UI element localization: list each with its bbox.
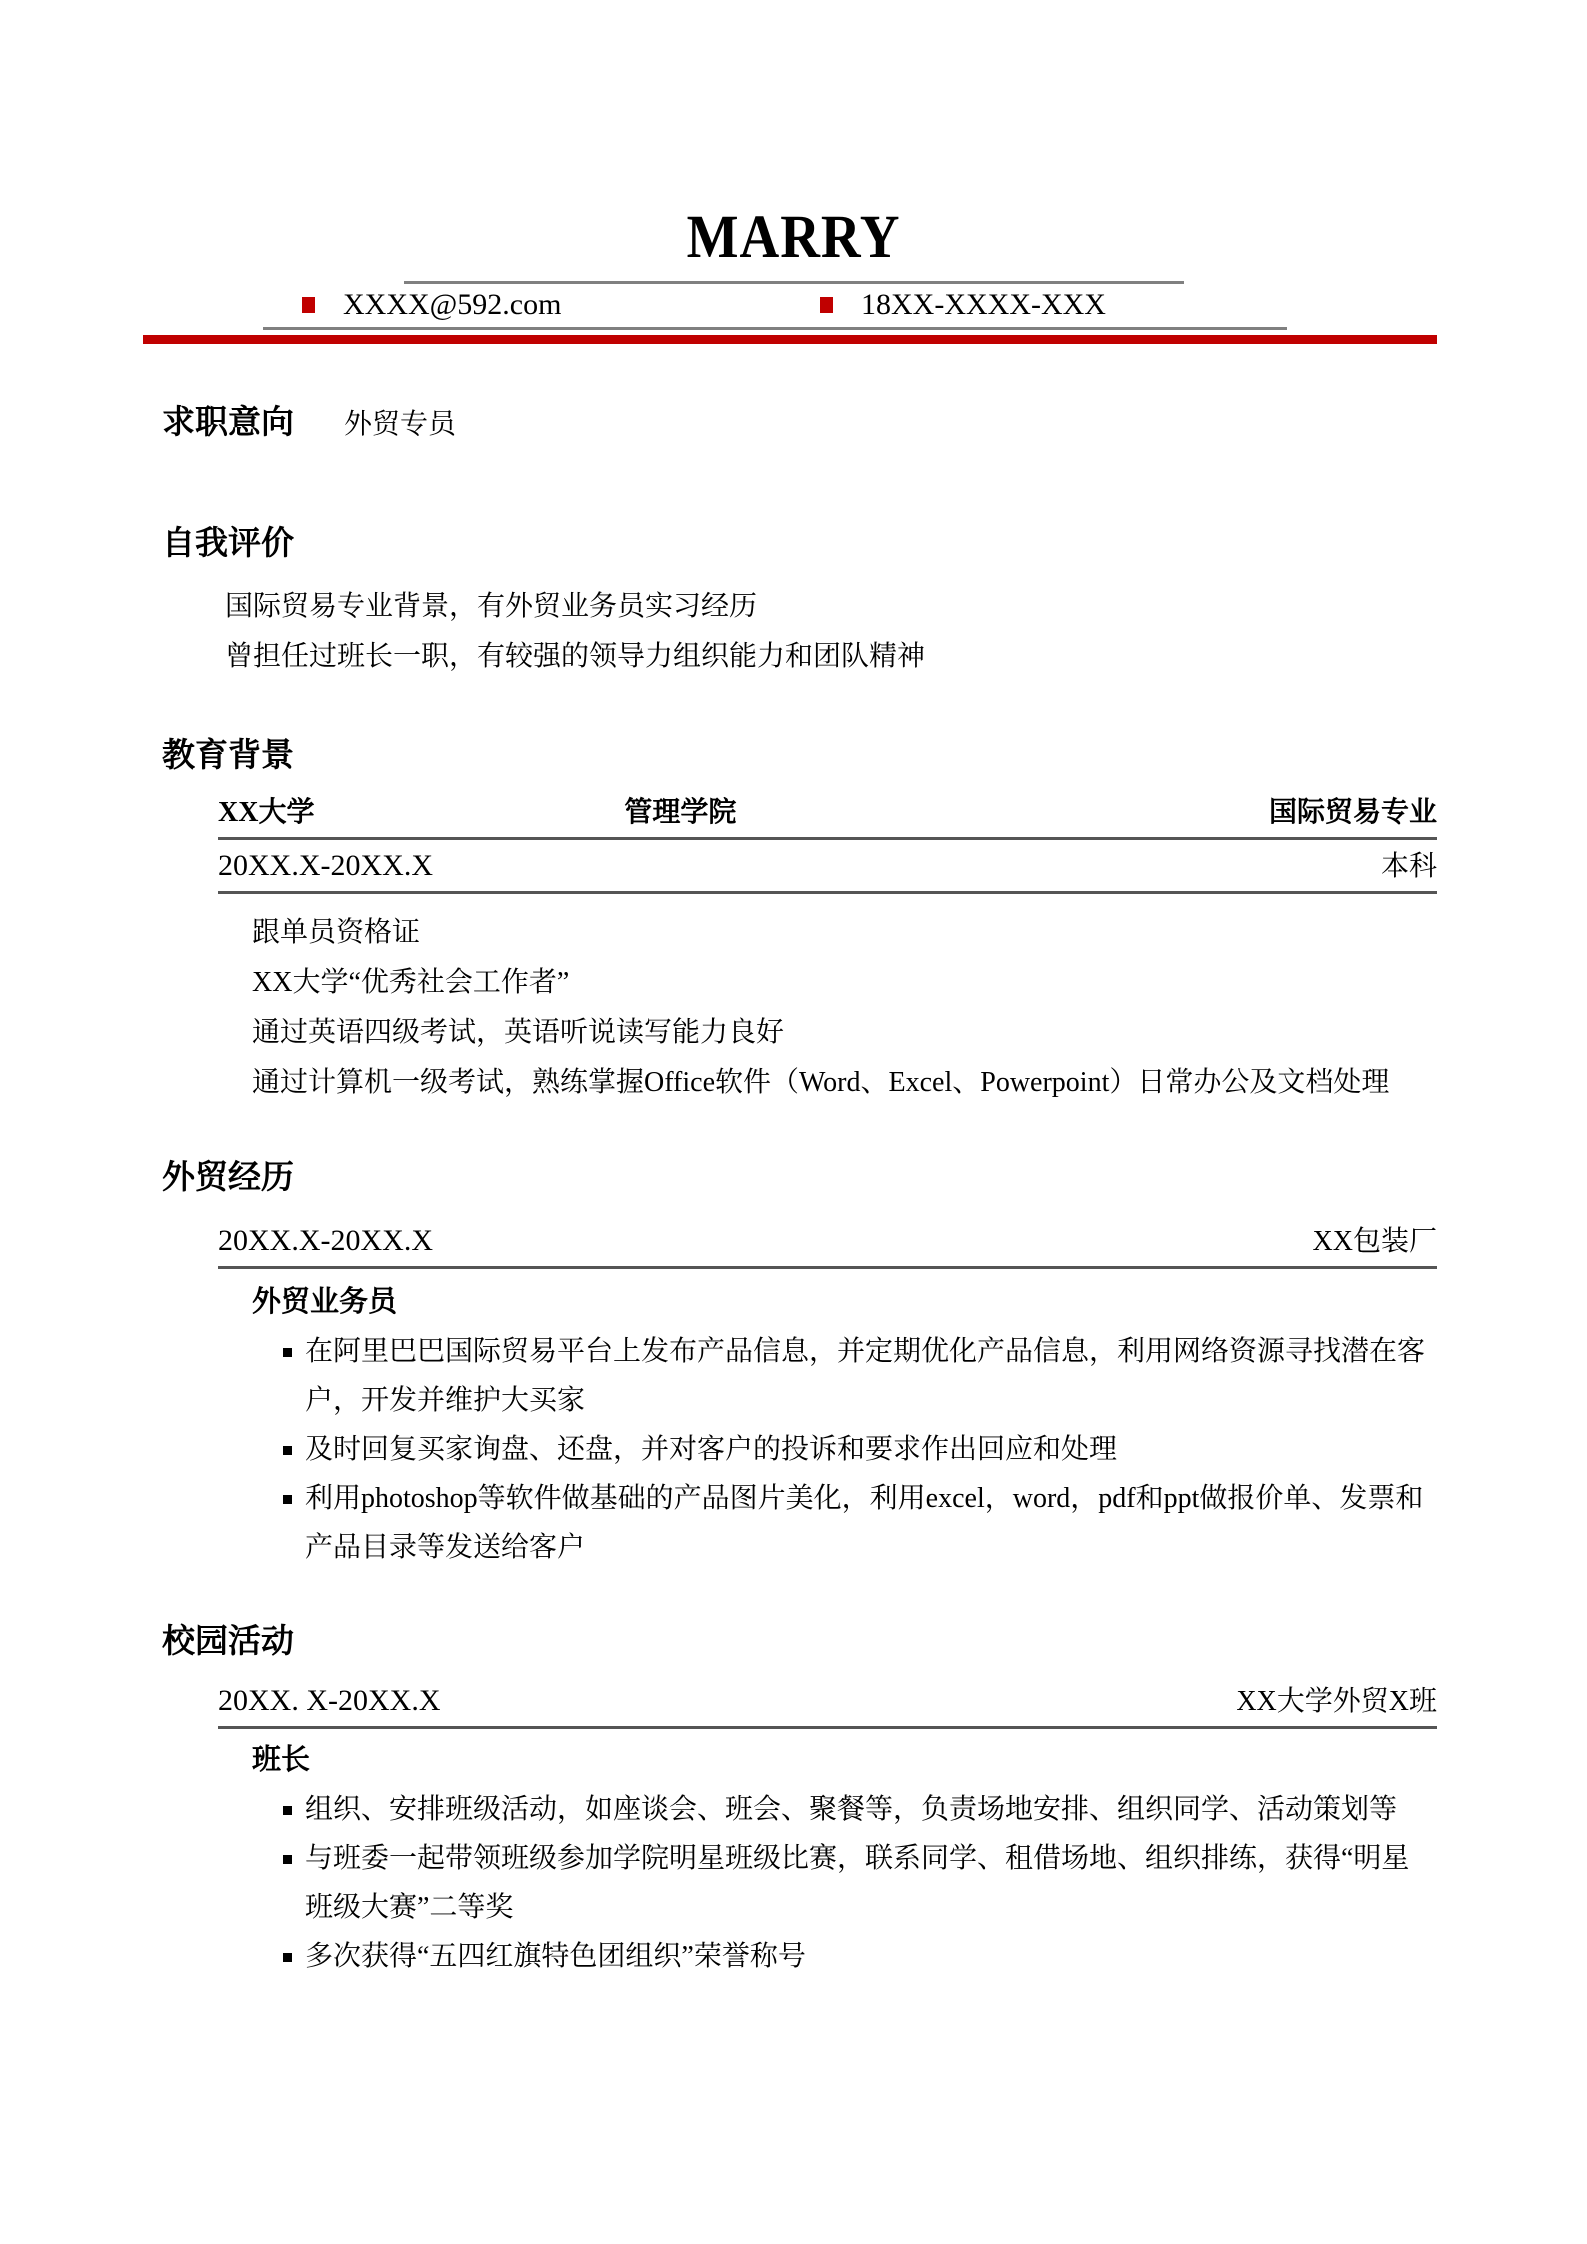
contact-divider [263,327,1287,330]
bullet-square-icon [283,1806,292,1815]
education-detail-line: 跟单员资格证 [252,917,421,948]
contact-row [263,287,1287,323]
education-detail-line: 通过计算机一级考试，熟练掌握Office软件（Word、Excel、Powerpoint）日常办公及文档处理 [252,1067,1390,1098]
section-campus-activities [162,1624,1437,1981]
education-title: 教育背景 [162,738,294,774]
self-evaluation-line: 国际贸易专业背景，有外贸业务员实习经历 [225,591,758,622]
education-period: 20XX.X-20XX.X [218,849,433,882]
campus-bullet-list [283,1785,1437,1981]
self-evaluation-title: 自我评价 [162,526,294,562]
bullet-square-icon [283,1855,292,1864]
education-table [218,796,1437,894]
bullet-item [283,1932,1437,1981]
bullet-item [283,1425,1437,1474]
campus-role: 班长 [252,1744,311,1776]
resume-header [0,0,1587,344]
bullet-text: 及时回复买家询盘、还盘，并对客户的投诉和要求作出回应和处理 [305,1434,1118,1465]
bullet-square-icon [283,1348,292,1357]
section-self-evaluation [162,526,1437,682]
education-row-school [218,796,1437,830]
campus-organization: XX大学外贸X班 [1236,1686,1437,1717]
bullet-square-icon [283,1446,292,1455]
education-detail-line: 通过英语四级考试，英语听说读写能力良好 [252,1017,785,1048]
contact-email [263,290,769,320]
phone-text: 18XX-XXXX-XXX [861,288,1106,321]
section-education [162,738,1437,1108]
bullet-text: 在阿里巴巴国际贸易平台上发布产品信息，并定期优化产品信息，利用网络资源寻找潜在客户，开发并维护大买家 [305,1336,1426,1416]
bullet-item [283,1834,1437,1932]
section-objective [162,402,1437,442]
bullet-text: 与班委一起带领班级参加学院明星班级比赛，联系同学、租借场地、组织排练，获得“明星班级大赛”二等奖 [305,1843,1410,1923]
bullet-text: 多次获得“五四红旗特色团组织”荣誉称号 [305,1941,806,1972]
objective-title: 求职意向 [162,405,294,441]
red-square-bullet-icon [302,297,315,313]
section-trade-experience [162,1160,1437,1572]
school-name: XX大学 [218,797,315,828]
self-evaluation-lines [225,582,1437,682]
resume-body [0,402,1587,1981]
bullet-item [283,1474,1437,1572]
table-rule [218,1266,1437,1269]
table-rule [218,1726,1437,1729]
email-text: XXXX@592.com [343,288,562,321]
trade-company: XX包装厂 [1312,1226,1437,1257]
bullet-square-icon [283,1953,292,1962]
candidate-name: MARRY [686,202,901,271]
campus-period: 20XX. X-20XX.X [218,1684,441,1717]
college-name: 管理学院 [624,797,737,828]
bullet-square-icon [283,1495,292,1504]
bullet-text: 利用photoshop等软件做基础的产品图片美化，利用excel，word，pdf和ppt做报价单、发票和产品目录等发送给客户 [305,1483,1424,1563]
education-details [252,908,1437,1108]
table-rule [218,837,1437,840]
title-divider [404,281,1184,284]
trade-role: 外贸业务员 [252,1286,398,1318]
trade-bullet-list [283,1327,1437,1572]
bullet-text: 组织、安排班级活动，如座谈会、班会、聚餐等，负责场地安排、组织同学、活动策划等 [305,1794,1398,1825]
contact-phone [769,290,1287,320]
table-rule [218,891,1437,894]
accent-red-bar [143,335,1437,344]
campus-activities-row [218,1684,1437,1719]
red-square-bullet-icon [820,297,833,313]
self-evaluation-line: 曾担任过班长一职，有较强的领导力组织能力和团队精神 [225,641,926,672]
bullet-item [283,1327,1437,1425]
trade-experience-row [218,1224,1437,1259]
trade-experience-title: 外贸经历 [162,1160,294,1196]
degree: 本科 [1380,851,1437,882]
trade-period: 20XX.X-20XX.X [218,1224,433,1257]
objective-value: 外贸专员 [344,409,457,440]
bullet-item [283,1785,1437,1834]
campus-activities-title: 校园活动 [162,1624,294,1660]
education-row-period [218,849,1437,884]
major-name: 国际贸易专业 [1268,797,1437,828]
education-detail-line: XX大学“优秀社会工作者” [252,967,570,998]
